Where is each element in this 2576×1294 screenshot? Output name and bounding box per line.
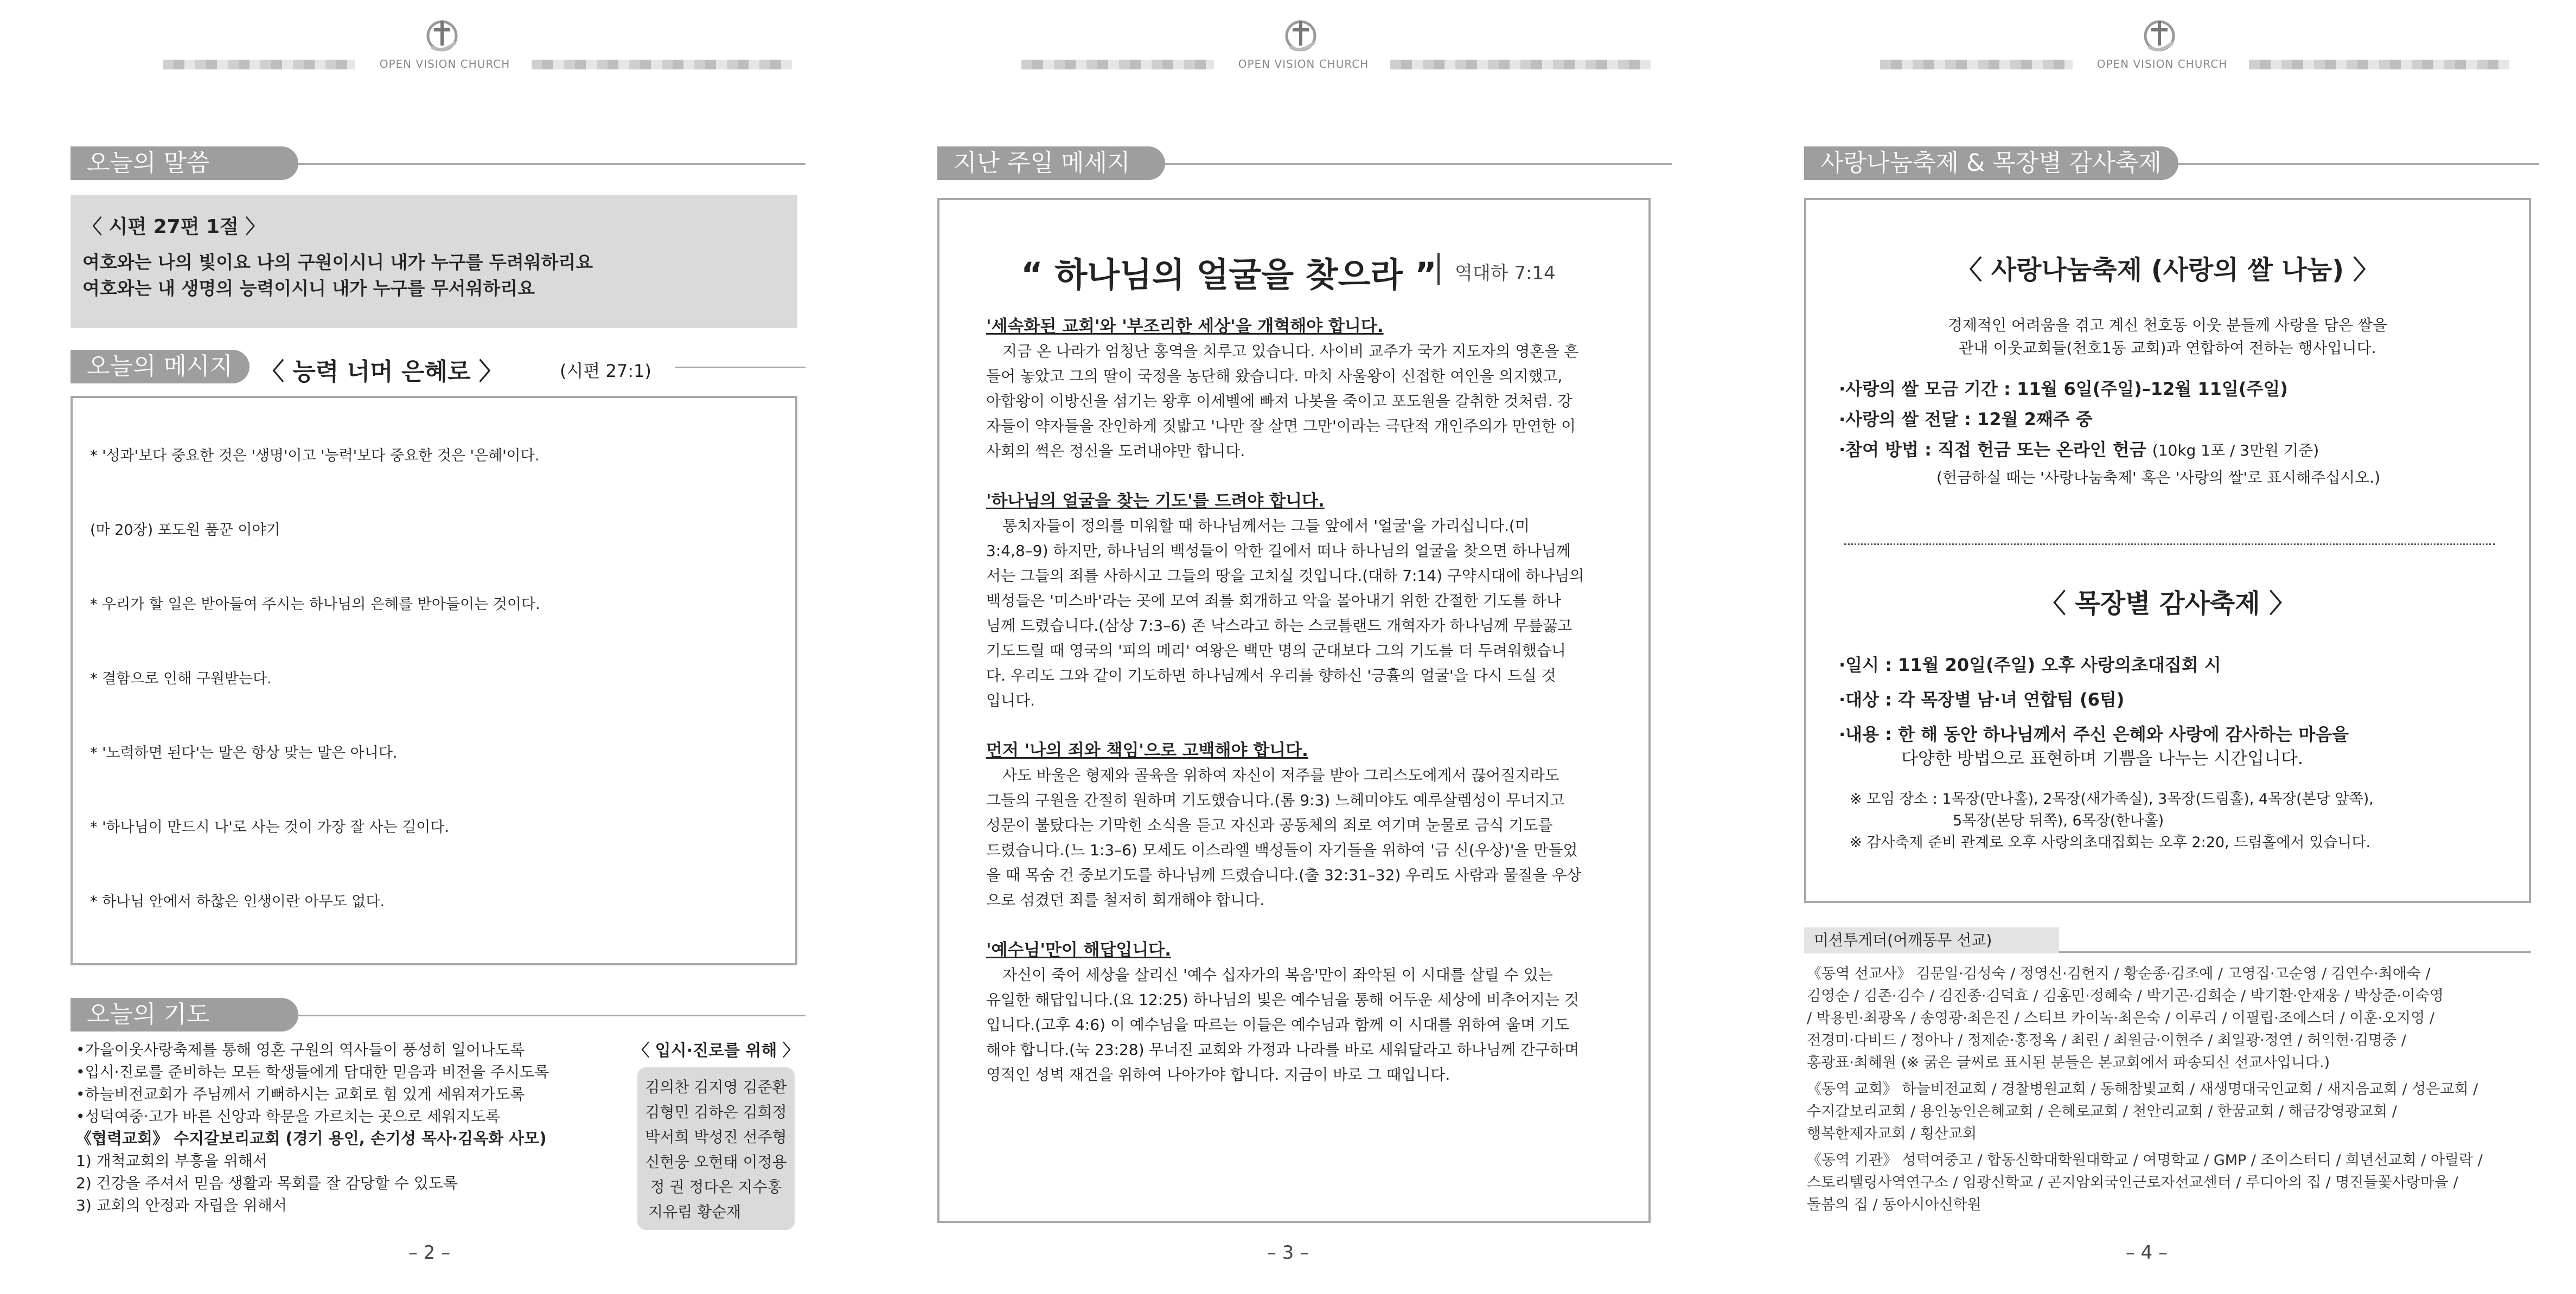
- message-box: [71, 396, 797, 965]
- sermon-line: 사회의 썩은 정신을 도려내야만 합니다.: [986, 442, 1245, 460]
- church-name: OPEN VISION CHURCH: [1238, 57, 1369, 71]
- prayer-item: •하늘비전교회가 주님께서 기뻐하시는 교회로 힘 있게 세워져가도록: [76, 1085, 525, 1103]
- thanks-item: ·내용 : 한 해 동안 하나님께서 주신 은혜와 사랑에 감사하는 마음을: [1839, 724, 2349, 745]
- mission-tab: 미션투게더(어깨동무 선교): [1804, 927, 2059, 953]
- festival-item: ·사랑의 쌀 전달 : 12월 2째주 중: [1839, 409, 2093, 430]
- festival-intro-line: 경제적인 어려움을 겪고 계신 천호동 이웃 분들께 사랑을 담은 쌀을: [1947, 316, 2388, 334]
- section-tab: 사랑나눔축제 & 목장별 감사축제: [1804, 146, 2178, 180]
- page-number: – 3 –: [1267, 1242, 1309, 1264]
- prayer-item: •성덕여중·고가 바른 신앙과 학문을 가르치는 곳으로 세워지도록: [76, 1107, 501, 1125]
- sermon-line: 서는 그들의 죄를 사하시고 그들의 땅을 고치실 것입니다.(대하 7:14) 구약시대에 하나님의: [986, 567, 1584, 585]
- sermon-line: 유일한 해답입니다.(요 12:25) 하나님의 빛은 예수님을 통해 어두운 세상에 비추어지는 것: [986, 991, 1580, 1009]
- sermon-line: 님께 드렸습니다.(삼상 7:3–6) 존 낙스라고 하는 스코틀랜드 개혁자가 하나님께 무릎꿇고: [986, 617, 1573, 635]
- sermon-line: 을 때 목숨 건 중보기도를 하나님께 드렸습니다.(출 32:31–32) 우리도 사람과 물질을 우상: [986, 866, 1582, 884]
- section-tab: 오늘의 기도: [71, 998, 298, 1032]
- sermon-line: 그들의 구원을 간절히 원하며 기도했습니다.(롬 9:3) 느헤미야도 예루살렘성이 무너지고: [986, 791, 1565, 809]
- mission-line: / 박용빈·최광옥 / 송영광·최은진 / 스티브 카이녹·최은숙 / 이루리 / 이필립·조에스더 / 이훈·오지영 /: [1807, 1010, 2435, 1027]
- student-row: 지유림 황순재: [648, 1203, 742, 1221]
- today-prayer-section: [71, 998, 806, 1032]
- partner-church: 《협력교회》 수지갈보리교회 (경기 용인, 손기성 목사·김옥화 사모): [76, 1129, 547, 1148]
- sermon-line: 사도 바울은 형제와 골육을 위하여 자신이 저주를 받아 그리스도에게서 끊어질지라도: [1002, 766, 1559, 784]
- mission-line: 《동역 기관》 성덕여중고 / 합동신학대학원대학교 / 여명학교 / GMP / 조이스터디 / 희년선교회 / 아릴락 /: [1807, 1152, 2483, 1169]
- mission-list: [1807, 963, 2534, 1216]
- mission-line: 《동역 선교사》 김문일·김성숙 / 정영신·김헌지 / 황순종·김조예 / 고영집·고순영 / 김연수·최애숙 /: [1807, 965, 2431, 982]
- message-point: * '하나님이 만드시 나'로 사는 것이 가장 잘 사는 길이다.: [90, 819, 449, 836]
- student-row: 박서희 박성진 선주형: [645, 1128, 787, 1146]
- sermon-reference: 역대하 7:14: [1455, 262, 1556, 284]
- thanks-item: ·대상 : 각 목장별 남·녀 연합팀 (6팀): [1839, 689, 2125, 710]
- mission-line: 스토리텔링사역연구소 / 임광신학교 / 곤지암외국인근로자선교센터 / 루디아의 집 / 명진들꽃사랑마을 /: [1807, 1174, 2458, 1191]
- sermon-line: 해야 합니다.(눅 23:28) 무너진 교회와 가정과 나라를 바로 세워달라고 하나님께 간구하며: [986, 1041, 1580, 1059]
- sermon-heading: 먼저 '나의 죄와 책임'으로 고백해야 합니다.: [986, 741, 1308, 760]
- page-header: [1880, 15, 2509, 75]
- page-3: [859, 0, 1717, 1294]
- page-4: [1717, 0, 2576, 1294]
- thanks-festival-title: 〈 목장별 감사축제 〉: [2040, 588, 2296, 619]
- sermon-line: 자신이 죽어 세상을 살리신 '예수 십자가의 복음'만이 좌악된 이 시대를 살릴 수 있는: [1002, 966, 1553, 984]
- page-2: [0, 0, 859, 1294]
- section-tab: 지난 주일 메세지: [937, 146, 1165, 180]
- sermon-box: [937, 198, 1651, 1223]
- sermon-line: 영적인 성벽 재건을 위하여 나아가야 합니다. 지금이 바로 그 때입니다.: [986, 1066, 1450, 1084]
- message-point: * 결함으로 인해 구원받는다.: [90, 670, 272, 687]
- church-logo-icon: [1271, 15, 1331, 59]
- sermon-line: 입니다.(고후 4:6) 이 예수님을 따르는 이들은 예수님과 함께 이 시대를 위하여 울며 기도: [986, 1016, 1570, 1034]
- festival-price: (10kg 1포 / 3만원 기준): [2152, 441, 2319, 459]
- church-name: OPEN VISION CHURCH: [2096, 57, 2228, 71]
- festival-item: ·사랑의 쌀 모금 기간 : 11월 6일(주일)–12월 11일(주일): [1839, 379, 2288, 399]
- message-point: * 하나님 안에서 하찮은 인생이란 아무도 없다.: [90, 893, 385, 910]
- mission-line: 행복한제자교회 / 횡산교회: [1807, 1125, 1977, 1142]
- sermon-line: 들어 놓았고 그의 딸이 국정을 농단해 왔습니다. 마치 사울왕이 신접한 여인을 의지했고,: [986, 367, 1563, 385]
- today-word-section: [71, 146, 806, 180]
- page-number: – 4 –: [2125, 1242, 2168, 1264]
- exam-student-list: [637, 1067, 795, 1230]
- sermon-heading: '세속화된 교회'와 '부조리한 세상'을 개혁해야 합니다.: [986, 317, 1384, 336]
- last-sunday-message-section: [937, 146, 1672, 180]
- sermon-line: 입니다.: [986, 691, 1035, 709]
- festival-intro-line: 관내 이웃교회들(천호1동 교회)과 연합하여 전하는 행사입니다.: [1959, 339, 2376, 357]
- thanks-item: ·일시 : 11월 20일(주일) 오후 사랑의초대집회 시: [1839, 655, 2221, 675]
- sermon-heading: '하나님의 얼굴을 찾는 기도'를 드려야 합니다.: [986, 491, 1325, 511]
- exam-title: 〈 입시·진로를 위해 〉: [633, 1041, 799, 1060]
- message-point: * '성과'보다 중요한 것은 '생명'이고 '능력'보다 중요한 것은 '은혜'이다.: [90, 447, 540, 464]
- sermon-line: 백성들은 '미스바'라는 곳에 모여 죄를 회개하고 악을 몰아내기 위한 간절한 기도를 하나: [986, 592, 1561, 610]
- mission-line: 홍광표·최혜원 (※ 굵은 글씨로 표시된 분들은 본교회에서 파송되신 선교사입니다.): [1807, 1054, 2330, 1071]
- sermon-line: 성문이 불탔다는 기막힌 소식을 듣고 자신과 공동체의 죄로 여기며 눈물로 금식 기도를: [986, 816, 1553, 834]
- partner-item: 2) 건강을 주셔서 믿음 생활과 목회를 잘 감당할 수 있도록: [76, 1174, 458, 1192]
- page-header: [1021, 15, 1651, 75]
- prayer-item: •입시·진로를 준비하는 모든 학생들에게 담대한 믿음과 비전을 주시도록: [76, 1063, 549, 1081]
- message-title: 〈 능력 너머 은혜로 〉: [260, 358, 503, 386]
- prayer-list: [76, 1039, 618, 1216]
- message-reference: (시편 27:1): [560, 361, 651, 381]
- scripture-box: [71, 195, 797, 328]
- student-row: 김형민 김하은 김희정: [645, 1103, 787, 1121]
- mission-line: 《동역 교회》 하늘비전교회 / 경찰병원교회 / 동해참빛교회 / 새생명대국인교회 / 새지음교회 / 성은교회 /: [1807, 1081, 2478, 1098]
- message-point: (마 20장) 포도원 품꾼 이야기: [90, 522, 280, 539]
- today-message-section: [71, 350, 806, 386]
- thanks-item-cont: 다양한 방법으로 표현하며 기쁨을 나누는 시간입니다.: [1901, 748, 2304, 768]
- page-header: [163, 15, 792, 75]
- message-point: * 우리가 할 일은 받아들여 주시는 하나님의 은혜를 받아들이는 것이다.: [90, 596, 540, 613]
- scripture-line: 여호와는 내 생명의 능력이시니 내가 누구를 무서워하리요: [82, 278, 535, 299]
- student-row: 김의찬 김지영 김준환: [645, 1078, 787, 1096]
- church-logo-icon: [2130, 15, 2189, 59]
- scripture-reference: 〈 시편 27편 1절 〉: [82, 216, 265, 238]
- sermon-line: 아합왕이 이방신을 섬기는 왕후 이세벨에 빠져 나봇을 죽이고 포도원을 갈취한 것처럼. 강: [986, 392, 1573, 410]
- thanks-note: ※ 모임 장소 : 1목장(만나홀), 2목장(새가족실), 3목장(드림홀), 4목장(본당 앞쪽),: [1850, 791, 2374, 808]
- partner-item: 3) 교회의 안정과 자립을 위해서: [76, 1196, 287, 1214]
- student-row: 정 권 정다은 지수홍: [650, 1178, 782, 1196]
- thanks-note: ※ 감사축제 준비 관계로 오후 사랑의초대집회는 오후 2:20, 드림홀에서 있습니다.: [1850, 834, 2371, 851]
- message-point: * '노력하면 된다'는 말은 항상 맞는 말은 아니다.: [90, 745, 398, 761]
- mission-line: 돌봄의 집 / 동아시아신학원: [1807, 1196, 1981, 1213]
- sermon-body: [986, 314, 1615, 1087]
- section-tab: 오늘의 말씀: [71, 146, 298, 180]
- partner-item: 1) 개척교회의 부흥을 위해서: [76, 1152, 267, 1170]
- sermon-heading: '예수님'만이 해답입니다.: [986, 940, 1172, 960]
- mission-line: 김영순 / 김존·김수 / 김진종·김덕효 / 김홍민·정혜숙 / 박기곤·김희순 / 박기환·안재웅 / 박상준·이숙영: [1807, 988, 2444, 1004]
- student-row: 신현웅 오현태 이정용: [645, 1153, 787, 1171]
- festival-note: (헌금하실 때는 '사랑나눔축제' 혹은 '사랑의 쌀'로 표시해주십시오.): [1936, 469, 2381, 486]
- church-logo-icon: [412, 15, 472, 59]
- sermon-line: 자들이 약자들을 잔인하게 짓밟고 '나만 잘 살면 그만'이라는 극단적 개인주의가 만연한 이: [986, 417, 1576, 435]
- sermon-line: 으로 섬겼던 죄를 철저히 회개해야 합니다.: [986, 891, 1265, 909]
- mission-line: 수지갈보리교회 / 용인농인은혜교회 / 은혜로교회 / 천안리교회 / 한꿈교회 / 해금강영광교회 /: [1807, 1103, 2397, 1120]
- festival-section: [1804, 146, 2539, 180]
- festival-box: [1804, 198, 2531, 903]
- sermon-line: 기도드릴 때 영국의 '피의 메리' 여왕은 백만 명의 군대보다 그의 기도를 더 두려워했습니: [986, 642, 1566, 659]
- sermon-line: 지금 온 나라가 엄청난 홍역을 치루고 있습니다. 사이비 교주가 국가 지도자의 영혼을 흔: [1002, 342, 1579, 360]
- section-tab: 오늘의 메시지: [71, 350, 250, 383]
- sermon-title: “ 하나님의 얼굴을 찾으라 ”: [1021, 255, 1437, 294]
- sermon-line: 드렸습니다.(느 1:3–6) 모세도 이스라엘 백성들이 자기들을 위하여 '금 신(우상)'을 만들었: [986, 841, 1578, 859]
- mission-together-header: [1804, 927, 2531, 953]
- scripture-line: 여호와는 나의 빛이요 나의 구원이시니 내가 누구를 두려워하리요: [82, 252, 593, 273]
- sermon-line: 3:4,8–9) 하지만, 하나님의 백성들이 악한 길에서 떠나 하나님의 얼굴을 찾으면 하나님께: [986, 542, 1571, 560]
- prayer-item: •가을이웃사랑축제를 통해 영혼 구원의 역사들이 풍성히 일어나도록: [76, 1041, 525, 1059]
- love-festival-title: 〈 사랑나눔축제 (사랑의 쌀 나눔) 〉: [1956, 255, 2379, 285]
- sermon-line: 다. 우리도 그와 같이 기도하면 하나님께서 우리를 향하신 '긍휼의 얼굴'을 다시 드실 것: [986, 667, 1556, 684]
- mission-line: 전경미·다비드 / 정아나 / 정제순·홍정옥 / 최린 / 최원금·이현주 / 최일광·정연 / 허익현·김명중 /: [1807, 1032, 2406, 1049]
- page-number: – 2 –: [408, 1242, 451, 1264]
- church-name: OPEN VISION CHURCH: [379, 57, 510, 71]
- thanks-note: 5목장(본당 뒤쪽), 6목장(한나홀): [1953, 812, 2164, 829]
- sermon-line: 통치자들이 정의를 미워할 때 하나님께서는 그들 앞에서 '얼굴'을 가리십니다.(미: [1002, 517, 1530, 535]
- festival-item: ·참여 방법 : 직접 헌금 또는 온라인 헌금: [1839, 439, 2146, 460]
